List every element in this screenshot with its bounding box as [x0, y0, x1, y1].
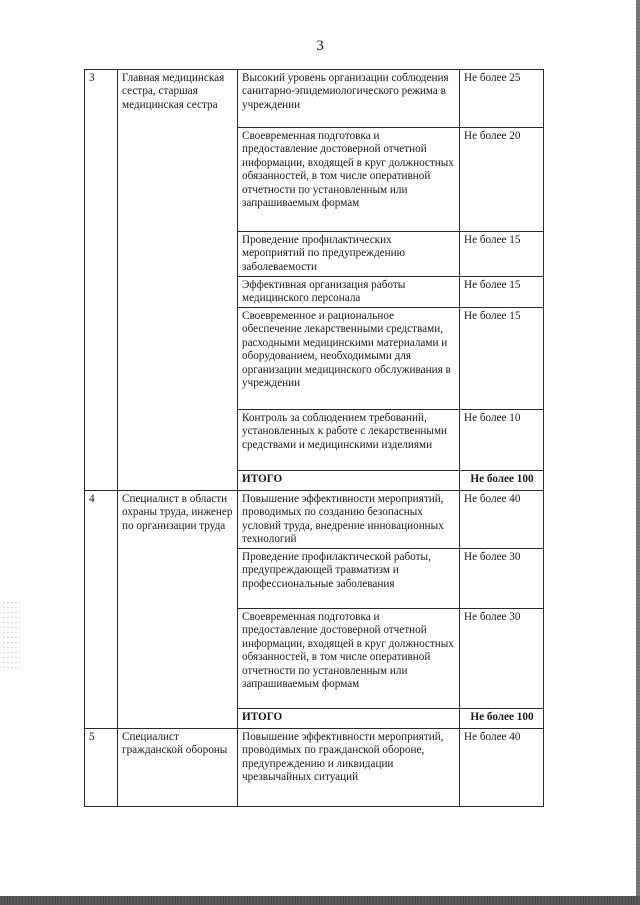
table-row	[85, 70, 544, 128]
criterion-cell: Своевременное и рациональное обеспечение лекарственными средствами, расходными медицинскими материалами и оборудованием, необходимыми для организации медицинского обслуживания в учреждении	[238, 308, 460, 410]
table-row	[85, 729, 544, 807]
score-cell: Не более 40	[460, 729, 544, 807]
criterion-cell: Проведение профилактических мероприятий по предупреждению заболеваемости	[238, 232, 460, 277]
row-number: 5	[85, 729, 118, 807]
criterion-cell: Проведение профилактической работы, предупреждающей травматизм и профессиональные заболевания	[238, 549, 460, 609]
criterion-cell: Повышение эффективности мероприятий, проводимых по гражданской обороне, предупреждению и ликвидации чрезвычайных ситуаций	[238, 729, 460, 807]
criterion-cell: Повышение эффективности мероприятий, проводимых по созданию безопасных условий труда, внедрение инновационных технологий	[238, 491, 460, 549]
criteria-table	[84, 69, 544, 807]
score-cell: Не более 15	[460, 308, 544, 410]
total-label: ИТОГО	[238, 471, 460, 491]
page-number: 3	[316, 38, 324, 54]
score-cell: Не более 15	[460, 232, 544, 277]
score-cell: Не более 40	[460, 491, 544, 549]
criterion-cell: Контроль за соблюдением требований, установленных к работе с лекарственными средствами и медицинскими изделиями	[238, 410, 460, 471]
row-number: 4	[85, 491, 118, 729]
score-cell: Не более 10	[460, 410, 544, 471]
table-row	[85, 491, 544, 549]
score-cell: Не более 15	[460, 277, 544, 308]
position-cell: Специалист в области охраны труда, инженер по организации труда	[118, 491, 238, 729]
criterion-cell: Своевременная подготовка и предоставление достоверной отчетной информации, входящей в круг должностных обязанностей, в том числе оперативной отчетности по установленным или запрашиваемым формам	[238, 609, 460, 709]
score-cell: Не более 25	[460, 70, 544, 128]
scan-edge-right	[636, 0, 640, 905]
position-cell: Специалист гражданской обороны	[118, 729, 238, 807]
score-cell: Не более 30	[460, 609, 544, 709]
criterion-cell: Своевременная подготовка и предоставление достоверной отчетной информации, входящей в круг должностных обязанностей, в том числе оперативной отчетности по установленным или запрашиваемым формам	[238, 128, 460, 232]
criterion-cell: Эффективная организация работы медицинского персонала	[238, 277, 460, 308]
criterion-cell: Высокий уровень организации соблюдения санитарно-эпидемиологического режима в учреждении	[238, 70, 460, 128]
row-number: 3	[85, 70, 118, 491]
total-score: Не более 100	[460, 471, 544, 491]
total-label: ИТОГО	[238, 709, 460, 729]
score-cell: Не более 20	[460, 128, 544, 232]
scan-speckle	[2, 600, 20, 670]
total-score: Не более 100	[460, 709, 544, 729]
scan-edge-bottom	[0, 896, 640, 905]
position-cell: Главная медицинская сестра, старшая медицинская сестра	[118, 70, 238, 491]
score-cell: Не более 30	[460, 549, 544, 609]
